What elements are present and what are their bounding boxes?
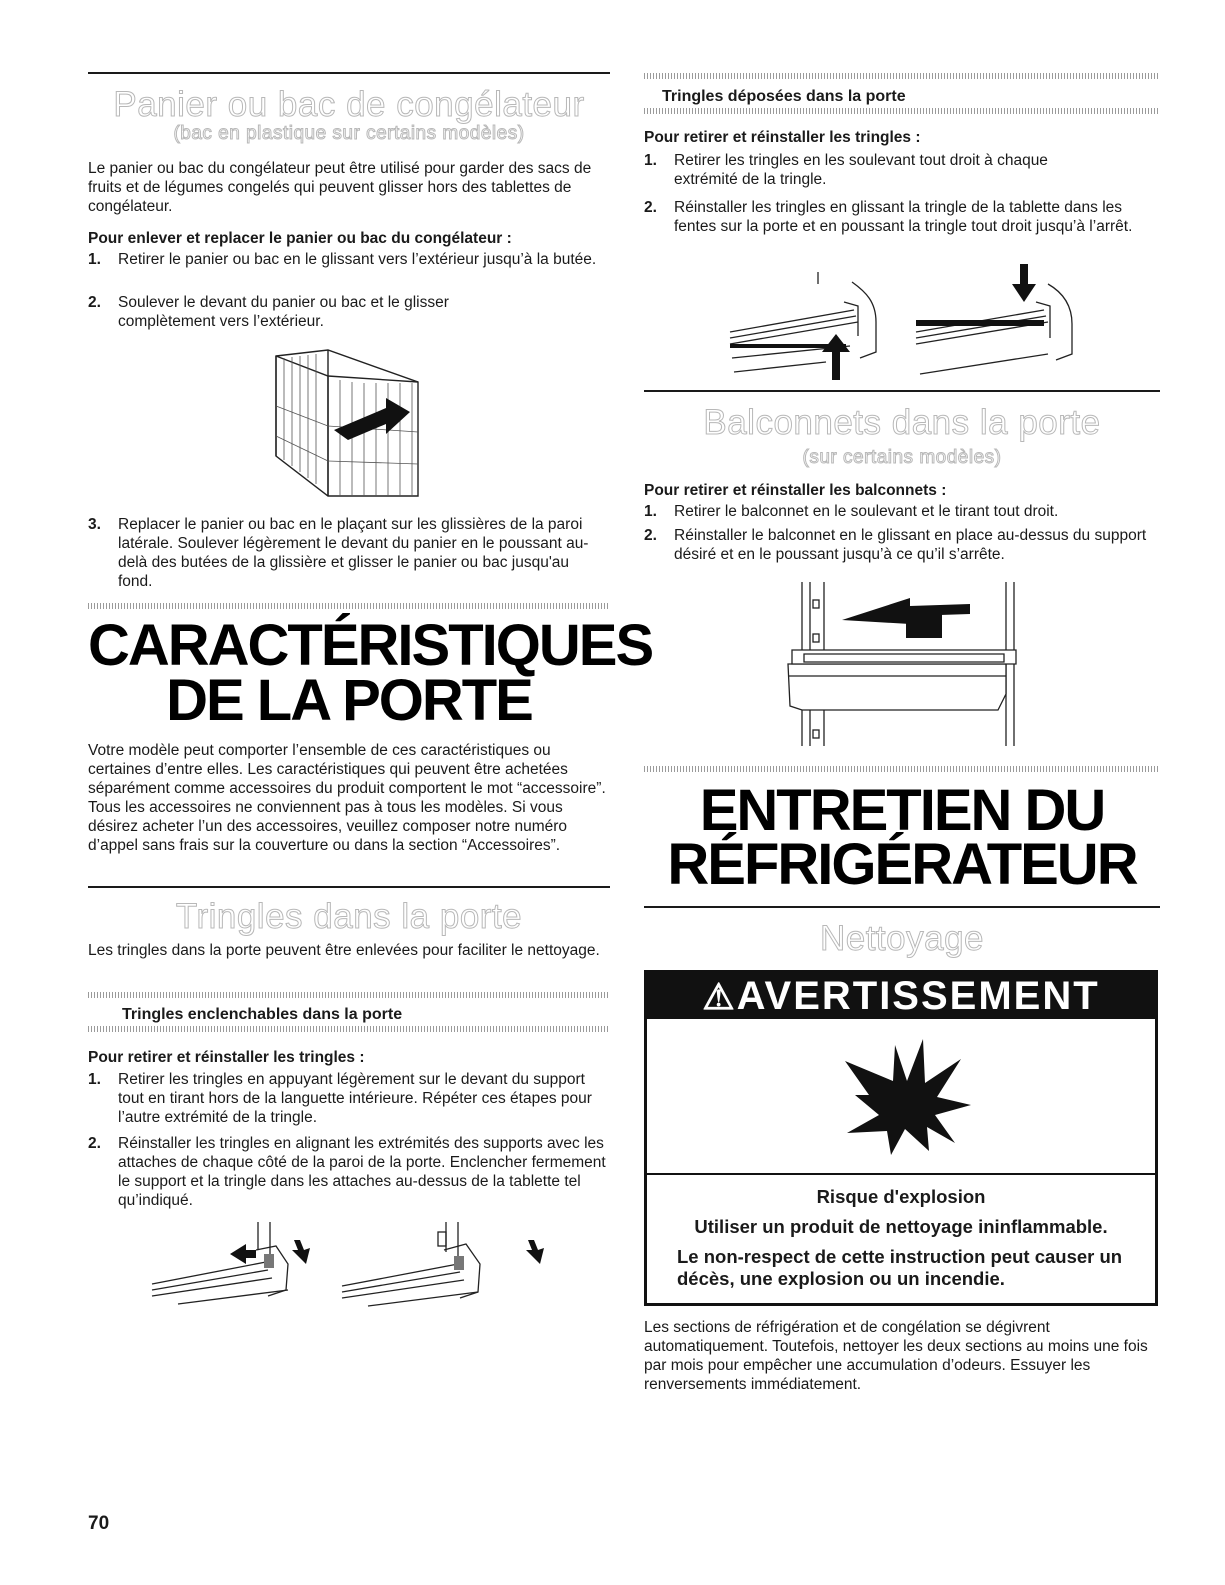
drop-in-divider-bottom (644, 108, 1160, 114)
section-divider-right (644, 766, 1160, 772)
warning-header (647, 973, 1155, 1019)
door-rails-title: Tringles dans la porte (175, 897, 523, 936)
drop-in-rails-heading: Tringles déposées dans la porte (662, 88, 906, 105)
care-heading-line2: RÉFRIGÉRATEUR (667, 832, 1137, 897)
freezer-basket-subtitle: (bac en plastique sur certains modèles) (173, 123, 525, 144)
step-text: Réinstaller les tringles en alignant les extrémités des supports avec les attaches de chaque côté de la paroi de la porte. Enclencher fermement le support et la tringle dans les attaches au-dessus de la tablette tel qu’indiqué. (118, 1135, 606, 1209)
section-divider (88, 603, 610, 609)
top-rule-left (88, 72, 610, 74)
page-number: 70 (88, 1513, 110, 1534)
door-rails-step-2 (88, 1134, 610, 1210)
snap-rails-divider-top (88, 992, 610, 998)
freezer-step-2 (88, 293, 548, 331)
door-rails-step-1 (88, 1070, 604, 1127)
step-text: Retirer les tringles en appuyant légèrement sur le devant du support tout en tirant hors de la languette intérieure. Répéter ces étapes pour l’autre extrémité de la tringle. (118, 1071, 592, 1126)
step-number: 2. (88, 1135, 101, 1152)
freezer-step-1 (88, 250, 602, 269)
door-features-intro: Votre modèle peut comporter l’ensemble de ces caractéristiques ou certaines d’entre elles. Les caractéristiques qui peuvent être achetées séparément comme accessoires du produit comportent le mot “accessoire”. Tous les accessoires ne conviennent pas à tous les modèles. Si vous désirez acheter l’un des accessoires, veuillez composer notre numéro d’appel sans frais sur la couverture ou dans la section “Accessoires”. (88, 742, 606, 854)
step-number: 1. (88, 1071, 101, 1088)
drop-in-divider-top (644, 73, 1160, 79)
rule-cleaning (644, 906, 1160, 908)
step-number: 2. (644, 199, 657, 216)
drop-in-step-1 (644, 151, 1114, 189)
drop-in-step-2 (644, 198, 1160, 236)
door-features-heading-line2: DE LA PORTE (166, 668, 532, 733)
step-number: 2. (644, 527, 657, 544)
warning-triangle-icon: ⚠ (702, 976, 737, 1017)
step-number: 1. (644, 152, 657, 169)
snap-in-rail-illustration (148, 1220, 558, 1310)
step-number: 2. (88, 294, 101, 311)
warning-consequence: Le non-respect de cette instruction peut causer un décès, une explosion ou un incendie. (677, 1246, 1123, 1289)
warning-risk: Risque d'explosion (816, 1186, 986, 1207)
snap-rails-divider-bottom (88, 1026, 610, 1032)
step-number: 1. (88, 251, 101, 268)
freezer-step-3 (88, 515, 604, 591)
door-features-heading-line1: CARACTÉRISTIQUES (88, 613, 653, 678)
door-rails-intro: Les tringles dans la porte peuvent être enlevées pour faciliter le nettoyage. (88, 942, 600, 959)
warning-box (644, 970, 1158, 1306)
drop-in-subhead: Pour retirer et réinstaller les tringles : (644, 129, 921, 146)
snap-rails-heading: Tringles enclenchables dans la porte (122, 1006, 403, 1023)
explosion-icon (843, 1031, 973, 1161)
step-text: Retirer le panier ou bac en le glissant vers l’extérieur jusqu’à la butée. (118, 251, 597, 268)
step-number: 3. (88, 516, 101, 533)
step-text: Réinstaller les tringles en glissant la tringle de la tablette dans les fentes sur la porte et en poussant la tringle tout droit jusqu’à l’arrêt. (674, 199, 1133, 235)
rule-door-bins (644, 390, 1160, 392)
freezer-basket-illustration (268, 346, 428, 498)
door-bins-subtitle: (sur certains modèles) (802, 447, 1002, 468)
step-text: Retirer les tringles en les soulevant tout droit à chaque extrémité de la tringle. (674, 152, 1048, 188)
freezer-basket-title: Panier ou bac de congélateur (113, 85, 585, 124)
warning-instruction: Utiliser un produit de nettoyage ininflammable. (694, 1216, 1108, 1237)
door-bins-step-1 (644, 502, 1160, 521)
step-text: Réinstaller le balconnet en le glissant en place au-dessus du support désiré et en le poussant jusqu’à ce qu’il s’arrête. (674, 527, 1147, 563)
step-text: Soulever le devant du panier ou bac et le glisser complètement vers l’extérieur. (118, 294, 449, 330)
door-bins-step-2 (644, 526, 1156, 564)
care-heading-line1: ENTRETIEN DU (699, 778, 1105, 843)
cleaning-title: Nettoyage (819, 919, 985, 958)
warning-separator (647, 1173, 1155, 1175)
rule-door-rails (88, 886, 610, 888)
freezer-basket-intro: Le panier ou bac du congélateur peut être utilisé pour garder des sacs de fruits et de légumes congelés qui peuvent glisser hors des tablettes de congélateur. (88, 160, 592, 215)
freezer-basket-subhead: Pour enlever et replacer le panier ou bac du congélateur : (88, 230, 512, 247)
door-rails-subhead: Pour retirer et réinstaller les tringles : (88, 1049, 365, 1066)
warning-label: AVERTISSEMENT (736, 974, 1100, 1018)
cleaning-text: Les sections de réfrigération et de congélation se dégivrent automatiquement. Toutefois, nettoyer les deux sections au moins une fois par mois pour empêcher une accumulation d’odeurs. Essuyer les renversements immédiatement. (644, 1319, 1148, 1393)
step-text: Retirer le balconnet en le soulevant et le tirant tout droit. (674, 503, 1059, 520)
step-number: 1. (644, 503, 657, 520)
step-text: Replacer le panier ou bac en le plaçant sur les glissières de la paroi latérale. Soulever légèrement le devant du panier en le poussant au-delà des butées de la glissière et glisser le panier ou bac jusqu'au fond. (118, 516, 589, 590)
drop-in-rail-illustration (726, 262, 1076, 382)
door-bin-illustration (780, 580, 1030, 750)
door-bins-subhead: Pour retirer et réinstaller les balconnets : (644, 482, 947, 499)
door-bins-title: Balconnets dans la porte (703, 403, 1101, 442)
